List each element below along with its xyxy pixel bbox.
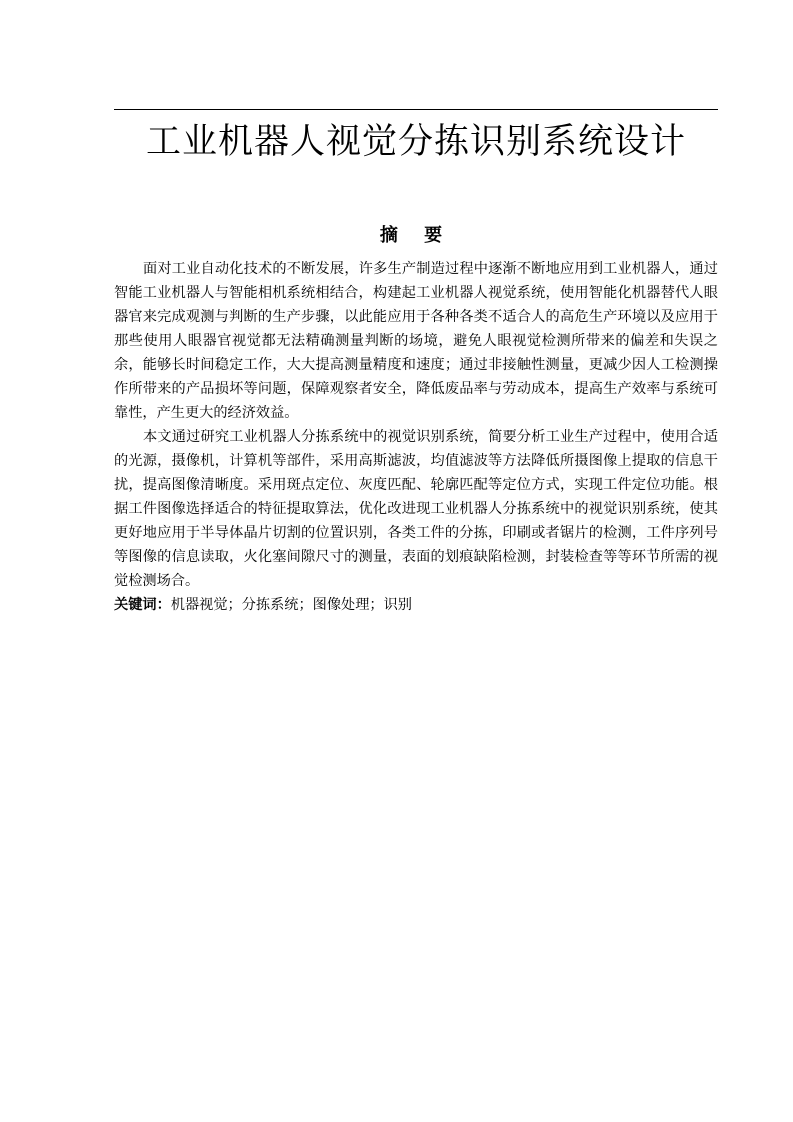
abstract-heading: 摘 要	[379, 225, 453, 246]
abstract-paragraph-2: 本文通过研究工业机器人分拣系统中的视觉识别系统，简要分析工业生产过程中，使用合适的光源，摄像机，计算机等部件，采用高斯滤波，均值滤波等方法降低所摄图像上提取的信息干扰，提高图像清晰度。采用斑点定位、灰度匹配、轮廓匹配等定位方式，实现工件定位功能。根据工件图像选择适合的特征提取算法，优化改进现工业机器人分拣系统中的视觉识别系统，使其更好地应用于半导体晶片切割的位置识别，各类工件的分拣，印刷或者锯片的检测，工件序列号等图像的信息读取，火化塞间隙尺寸的测量，表面的划痕缺陷检测，封装检查等等环节所需的视觉检测场合。	[114, 429, 718, 589]
keywords-line	[114, 593, 718, 617]
keywords-text: 机器视觉；分拣系统；图像处理；识别	[170, 597, 412, 613]
abstract-body	[114, 257, 718, 617]
document-title: 工业机器人视觉分拣识别系统设计	[145, 122, 686, 162]
header-rule	[114, 109, 718, 110]
abstract-paragraph-1: 面对工业自动化技术的不断发展，许多生产制造过程中逐渐不断地应用到工业机器人，通过智能工业机器人与智能相机系统相结合，构建起工业机器人视觉系统，使用智能化机器替代人眼器官来完成观测与判断的生产步骤，以此能应用于各种各类不适合人的高危生产环境以及应用于那些使用人眼器官视觉都无法精确测量判断的场境，避免人眼视觉检测所带来的偏差和失误之余，能够长时间稳定工作，大大提高测量精度和速度；通过非接触性测量，更减少因人工检测操作所带来的产品损坏等问题，保障观察者安全，降低废品率与劳动成本，提高生产效率与系统可靠性，产生更大的经济效益。	[114, 261, 718, 421]
keywords-label: 关键词：	[114, 597, 171, 613]
